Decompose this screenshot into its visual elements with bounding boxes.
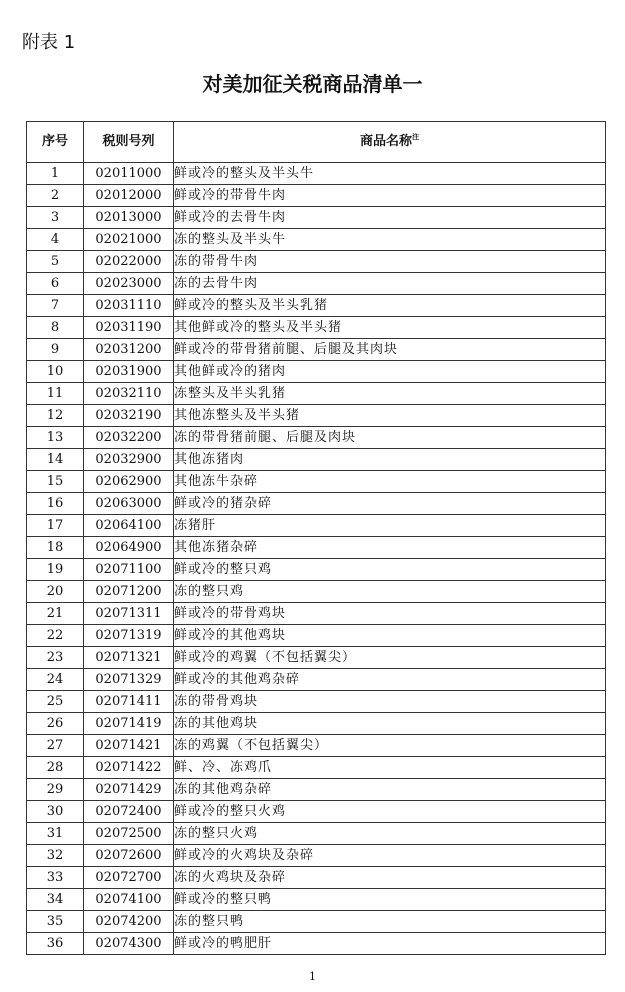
- row-name: 冻的带骨猪前腿、后腿及肉块: [174, 427, 606, 449]
- row-code: 02013000: [84, 207, 174, 229]
- header-seq: 序号: [27, 122, 84, 163]
- row-seq: 14: [27, 449, 84, 471]
- row-code: 02072400: [84, 801, 174, 823]
- row-seq: 20: [27, 581, 84, 603]
- row-name: 冻的整只鸭: [174, 911, 606, 933]
- row-seq: 25: [27, 691, 84, 713]
- row-code: 02074300: [84, 933, 174, 955]
- row-code: 02012000: [84, 185, 174, 207]
- row-seq: 15: [27, 471, 84, 493]
- row-seq: 26: [27, 713, 84, 735]
- table-row: [27, 625, 606, 647]
- row-name: 鲜或冷的去骨牛肉: [174, 207, 606, 229]
- table-row: [27, 757, 606, 779]
- row-name: 冻的火鸡块及杂碎: [174, 867, 606, 889]
- row-seq: 10: [27, 361, 84, 383]
- row-name: 鲜或冷的其他鸡杂碎: [174, 669, 606, 691]
- row-code: 02032900: [84, 449, 174, 471]
- row-seq: 1: [27, 163, 84, 185]
- row-code: 02074200: [84, 911, 174, 933]
- row-name: 冻的其他鸡块: [174, 713, 606, 735]
- row-name: 冻的整只鸡: [174, 581, 606, 603]
- row-name: 其他冻牛杂碎: [174, 471, 606, 493]
- table-row: [27, 691, 606, 713]
- table-row: [27, 823, 606, 845]
- row-seq: 8: [27, 317, 84, 339]
- table-row: [27, 911, 606, 933]
- table-row: [27, 867, 606, 889]
- row-seq: 32: [27, 845, 84, 867]
- row-seq: 28: [27, 757, 84, 779]
- row-seq: 3: [27, 207, 84, 229]
- annex-label: 附表 1: [22, 32, 76, 53]
- row-name: 冻猪肝: [174, 515, 606, 537]
- row-name: 冻的带骨鸡块: [174, 691, 606, 713]
- row-name: 其他冻猪杂碎: [174, 537, 606, 559]
- table-row: [27, 295, 606, 317]
- table-body: [27, 163, 606, 955]
- row-seq: 11: [27, 383, 84, 405]
- row-name: 鲜或冷的鸡翼（不包括翼尖）: [174, 647, 606, 669]
- row-seq: 9: [27, 339, 84, 361]
- table-row: [27, 185, 606, 207]
- row-name: 其他鲜或冷的整头及半头猪: [174, 317, 606, 339]
- row-name: 鲜或冷的带骨猪前腿、后腿及其肉块: [174, 339, 606, 361]
- row-seq: 2: [27, 185, 84, 207]
- row-code: 02031110: [84, 295, 174, 317]
- row-name: 鲜、冷、冻鸡爪: [174, 757, 606, 779]
- row-code: 02031900: [84, 361, 174, 383]
- row-code: 02022000: [84, 251, 174, 273]
- table-row: [27, 251, 606, 273]
- row-name: 冻的整只火鸡: [174, 823, 606, 845]
- row-seq: 18: [27, 537, 84, 559]
- row-name: 其他鲜或冷的猪肉: [174, 361, 606, 383]
- header-code: 税则号列: [84, 122, 174, 163]
- row-code: 02071429: [84, 779, 174, 801]
- table-row: [27, 559, 606, 581]
- row-seq: 27: [27, 735, 84, 757]
- row-name: 鲜或冷的带骨鸡块: [174, 603, 606, 625]
- row-code: 02064100: [84, 515, 174, 537]
- row-name: 鲜或冷的整头及半头乳猪: [174, 295, 606, 317]
- row-code: 02021000: [84, 229, 174, 251]
- row-name: 冻的去骨牛肉: [174, 273, 606, 295]
- row-code: 02071419: [84, 713, 174, 735]
- table-row: [27, 647, 606, 669]
- row-name: 鲜或冷的火鸡块及杂碎: [174, 845, 606, 867]
- table-row: [27, 779, 606, 801]
- row-seq: 7: [27, 295, 84, 317]
- table-row: [27, 339, 606, 361]
- row-code: 02032190: [84, 405, 174, 427]
- table-row: [27, 405, 606, 427]
- row-name: 鲜或冷的整只鸭: [174, 889, 606, 911]
- row-seq: 34: [27, 889, 84, 911]
- table-row: [27, 845, 606, 867]
- header-name: [174, 122, 606, 163]
- row-seq: 36: [27, 933, 84, 955]
- row-seq: 30: [27, 801, 84, 823]
- table-row: [27, 603, 606, 625]
- row-code: 02064900: [84, 537, 174, 559]
- row-code: 02071411: [84, 691, 174, 713]
- header-row: [27, 122, 606, 163]
- table-row: [27, 735, 606, 757]
- table-row: [27, 383, 606, 405]
- table-row: [27, 427, 606, 449]
- row-code: 02023000: [84, 273, 174, 295]
- row-name: 鲜或冷的整只火鸡: [174, 801, 606, 823]
- row-seq: 31: [27, 823, 84, 845]
- table-row: [27, 713, 606, 735]
- row-name: 鲜或冷的整只鸡: [174, 559, 606, 581]
- row-code: 02071421: [84, 735, 174, 757]
- document-title: 对美加征关税商品清单一: [202, 72, 423, 96]
- row-name: 鲜或冷的鸭肥肝: [174, 933, 606, 955]
- row-seq: 4: [27, 229, 84, 251]
- row-code: 02072600: [84, 845, 174, 867]
- table-row: [27, 361, 606, 383]
- row-code: 02031200: [84, 339, 174, 361]
- row-code: 02071311: [84, 603, 174, 625]
- row-name: 其他冻整头及半头猪: [174, 405, 606, 427]
- row-name: 鲜或冷的带骨牛肉: [174, 185, 606, 207]
- row-name: 鲜或冷的其他鸡块: [174, 625, 606, 647]
- table-row: [27, 163, 606, 185]
- row-seq: 13: [27, 427, 84, 449]
- row-seq: 23: [27, 647, 84, 669]
- row-code: 02031190: [84, 317, 174, 339]
- row-seq: 21: [27, 603, 84, 625]
- row-name: 鲜或冷的猪杂碎: [174, 493, 606, 515]
- row-code: 02071100: [84, 559, 174, 581]
- table-row: [27, 471, 606, 493]
- row-seq: 19: [27, 559, 84, 581]
- table-row: [27, 933, 606, 955]
- row-code: 02062900: [84, 471, 174, 493]
- row-code: 02011000: [84, 163, 174, 185]
- row-code: 02072700: [84, 867, 174, 889]
- header-name-label: 商品名称: [359, 134, 412, 149]
- table-row: [27, 515, 606, 537]
- row-name: 鲜或冷的整头及半头牛: [174, 163, 606, 185]
- table-row: [27, 207, 606, 229]
- header-name-note: 注: [412, 133, 419, 141]
- table-row: [27, 889, 606, 911]
- table-row: [27, 493, 606, 515]
- row-code: 02072500: [84, 823, 174, 845]
- row-name: 冻的带骨牛肉: [174, 251, 606, 273]
- row-seq: 12: [27, 405, 84, 427]
- table-row: [27, 229, 606, 251]
- row-code: 02074100: [84, 889, 174, 911]
- row-name: 其他冻猪肉: [174, 449, 606, 471]
- row-seq: 5: [27, 251, 84, 273]
- table-row: [27, 801, 606, 823]
- table-row: [27, 669, 606, 691]
- tariff-table: [26, 121, 606, 955]
- row-seq: 35: [27, 911, 84, 933]
- row-code: 02071321: [84, 647, 174, 669]
- table-row: [27, 537, 606, 559]
- row-name: 冻的其他鸡杂碎: [174, 779, 606, 801]
- row-seq: 24: [27, 669, 84, 691]
- row-code: 02071422: [84, 757, 174, 779]
- table-row: [27, 317, 606, 339]
- table-row: [27, 581, 606, 603]
- table-header: [27, 122, 606, 163]
- row-code: 02032200: [84, 427, 174, 449]
- row-code: 02071329: [84, 669, 174, 691]
- table-row: [27, 449, 606, 471]
- row-seq: 6: [27, 273, 84, 295]
- row-name: 冻整头及半头乳猪: [174, 383, 606, 405]
- row-seq: 29: [27, 779, 84, 801]
- row-code: 02071200: [84, 581, 174, 603]
- row-seq: 22: [27, 625, 84, 647]
- row-code: 02071319: [84, 625, 174, 647]
- row-code: 02032110: [84, 383, 174, 405]
- row-name: 冻的整头及半头牛: [174, 229, 606, 251]
- row-seq: 33: [27, 867, 84, 889]
- row-seq: 17: [27, 515, 84, 537]
- row-name: 冻的鸡翼（不包括翼尖）: [174, 735, 606, 757]
- row-code: 02063000: [84, 493, 174, 515]
- table-row: [27, 273, 606, 295]
- page-number: 1: [309, 970, 316, 983]
- row-seq: 16: [27, 493, 84, 515]
